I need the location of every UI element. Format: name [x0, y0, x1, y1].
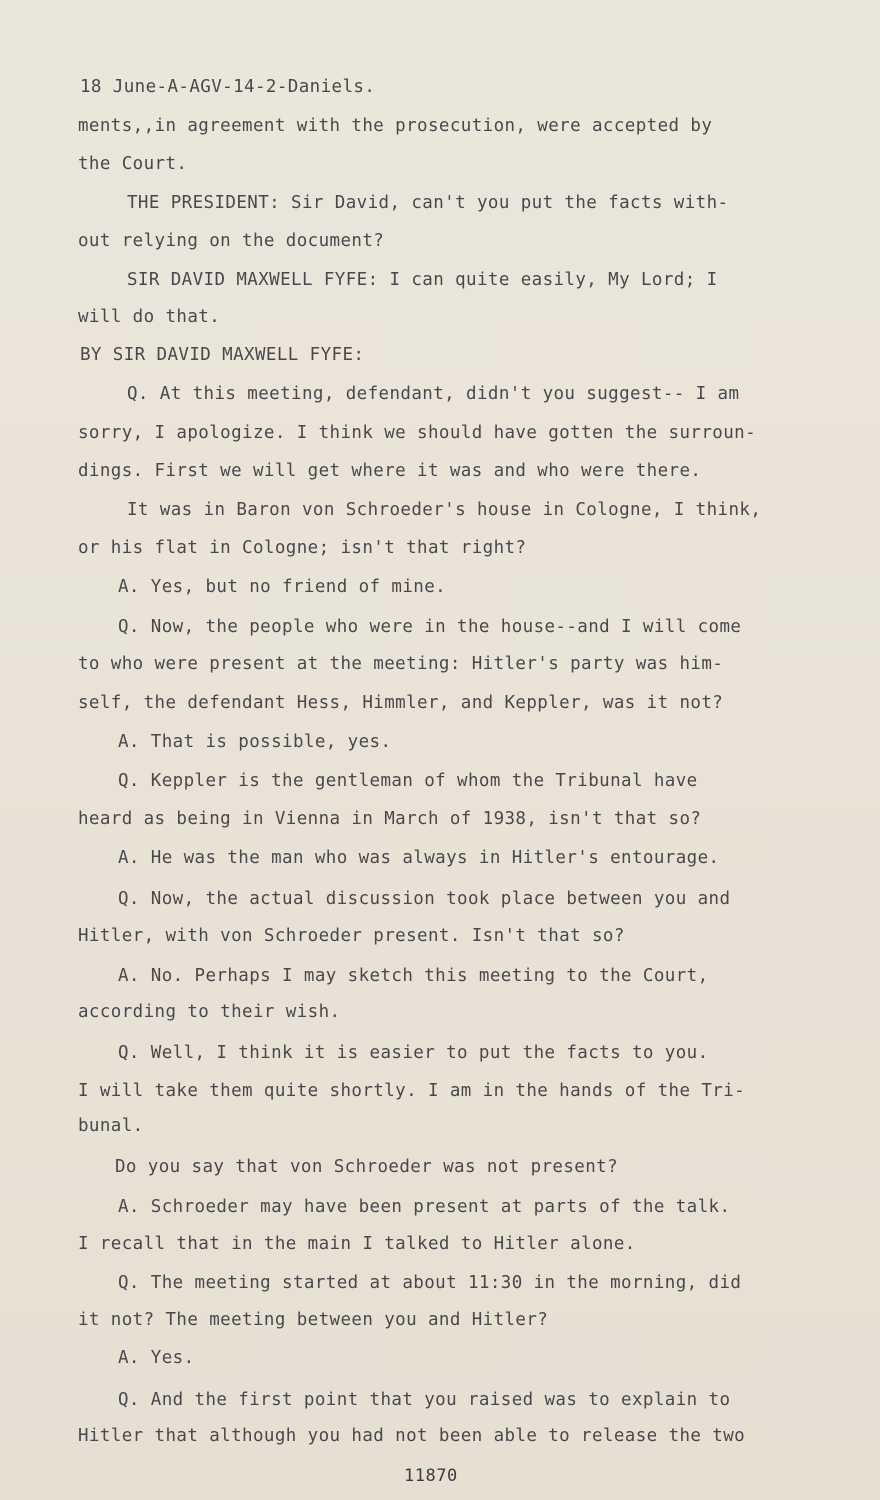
text-line: out relying on the document?	[78, 231, 385, 251]
text-line: bunal.	[78, 1116, 144, 1136]
text-line: Hitler that although you had not been able to release the two	[78, 1426, 746, 1446]
page-header: 18 June-A-AGV-14-2-Daniels.	[80, 77, 376, 97]
text-line: It was in Baron von Schroeder's house in Cologne, I think,	[127, 500, 762, 520]
text-line: I recall that in the main I talked to Hitler alone.	[78, 1234, 636, 1254]
text-line: A. Schroeder may have been present at parts of the talk.	[118, 1197, 731, 1217]
text-line: I will take them quite shortly. I am in the hands of the Tri-	[78, 1081, 746, 1101]
text-line: Do you say that von Schroeder was not present?	[115, 1157, 619, 1177]
text-line: A. That is possible, yes.	[118, 732, 392, 752]
text-line: A. Yes, but no friend of mine.	[118, 577, 447, 597]
text-line: or his flat in Cologne; isn't that right?	[78, 538, 527, 558]
text-line: Hitler, with von Schroeder present. Isn't that so?	[78, 926, 625, 946]
text-line: Q. At this meeting, defendant, didn't you suggest-- I am	[127, 384, 740, 404]
text-line: Q. Well, I think it is easier to put the facts to you.	[118, 1043, 709, 1063]
text-line: heard as being in Vienna in March of 1938, isn't that so?	[78, 809, 702, 829]
text-line: Q. Now, the people who were in the house--and I will come	[118, 617, 742, 637]
text-line: A. Yes.	[118, 1348, 195, 1368]
text-line: SIR DAVID MAXWELL FYFE: I can quite easily, My Lord; I	[127, 270, 718, 290]
text-line: A. He was the man who was always in Hitler's entourage.	[118, 848, 720, 868]
text-line: BY SIR DAVID MAXWELL FYFE:	[80, 345, 365, 365]
text-line: the Court.	[78, 154, 188, 174]
text-line: sorry, I apologize. I think we should have gotten the surroun-	[78, 423, 757, 443]
text-line: dings. First we will get where it was and who were there.	[78, 461, 702, 481]
text-line: Q. Keppler is the gentleman of whom the Tribunal have	[118, 771, 698, 791]
text-line: ments,,in agreement with the prosecution, were accepted by	[78, 116, 713, 136]
text-line: to who were present at the meeting: Hitler's party was him-	[78, 654, 724, 674]
text-line: it not? The meeting between you and Hitler?	[78, 1310, 549, 1330]
text-line: according to their wish.	[78, 1002, 341, 1022]
text-line: self, the defendant Hess, Himmler, and Keppler, was it not?	[78, 693, 724, 713]
text-line: will do that.	[78, 307, 221, 327]
text-line: Q. And the first point that you raised was to explain to	[118, 1390, 731, 1410]
text-line: THE PRESIDENT: Sir David, can't you put the facts with-	[127, 193, 729, 213]
text-line: A. No. Perhaps I may sketch this meeting to the Court,	[118, 966, 709, 986]
text-line: Q. Now, the actual discussion took place between you and	[118, 889, 731, 909]
text-line: Q. The meeting started at about 11:30 in the morning, did	[118, 1273, 742, 1293]
page-number: 11870	[404, 1466, 458, 1486]
